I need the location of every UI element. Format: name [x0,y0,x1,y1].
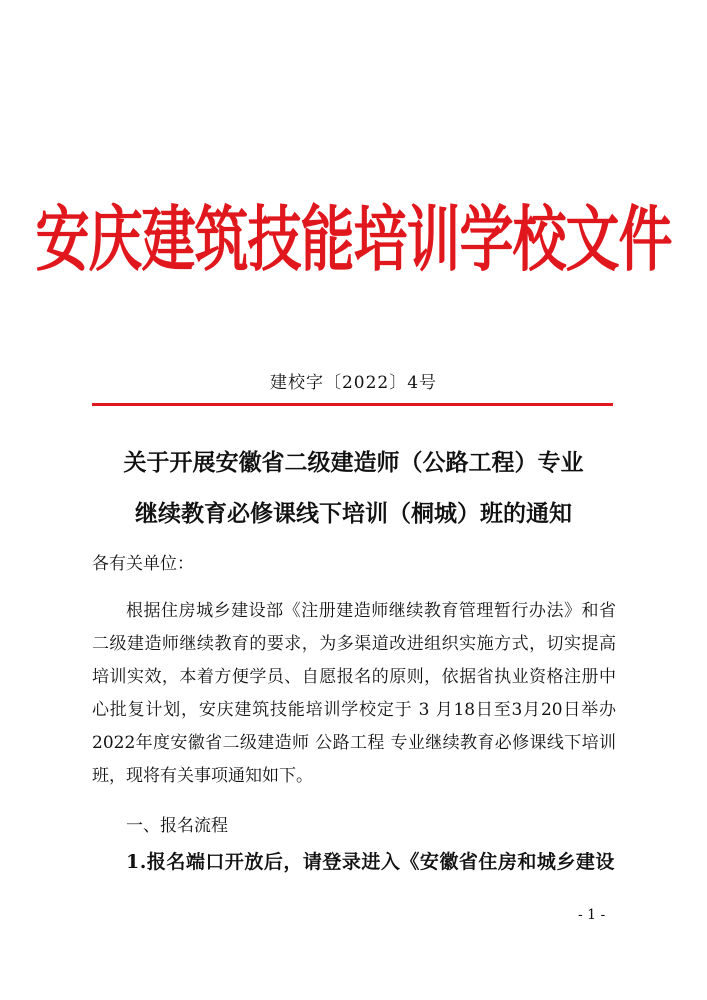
document-number: 建校字〔2022〕4号 [269,373,438,393]
list-item-1: 1.报名端口开放后，请登录进入《安徽省住房和城乡建设 [126,851,615,873]
masthead-title: 安庆建筑技能培训学校文件 [35,196,672,282]
body-paragraph [92,595,616,793]
salutation: 各有关单位： [92,554,194,574]
body-paragraph-text: 根据住房城乡建设部《注册建造师继续教育管理暂行办法》和省二级建造师继续教育的要求，为多渠道改进组织实施方式，切实提高培训实效，本着方便学员、自愿报名的原则，依据省执业资格注册中心批复计划，安庆建筑技能培训学校定于 3 月18日至3月20日举办2022年度安徽省二级建造师 公路工程 专业继续教育必修课线下培训班，现将有关事项通知如下。 [92,601,616,786]
section-heading: 一、报名流程 [126,816,228,836]
page-number: - 1 - [578,907,606,923]
notice-title-line-2: 继续教育必修课线下培训（桐城）班的通知 [135,500,572,527]
red-divider-line [92,403,613,406]
notice-title-line-1: 关于开展安徽省二级建造师（公路工程）专业 [123,449,584,476]
